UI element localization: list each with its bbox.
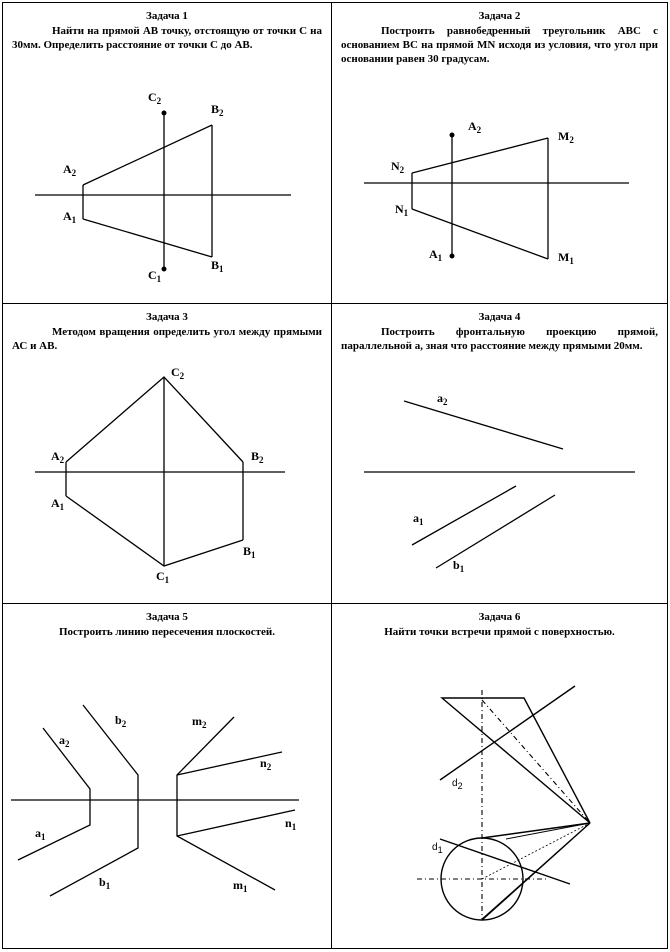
label-c1: $C_1$ [148,268,162,284]
task-2-title: Задача 2 [478,10,521,22]
label-b2: $b_2$ [115,713,127,729]
task-4-title: Задача 4 [478,311,521,323]
label-a1: $a_1$ [35,826,46,842]
task-2-text: Построить равнобедренный треугольник АВС с основанием ВС на прямой МN исходя из условия, что угол при основании равен 30 градусам. [341,25,658,65]
label-a1: $A_1$ [51,496,65,512]
label-n2: $N_2$ [391,159,405,175]
label-a2: $A_2$ [63,162,77,178]
label-n1: $N_1$ [395,202,409,218]
line-a2 [404,401,563,449]
cone-tangent-upper [482,823,590,838]
line-m2n2 [412,138,548,173]
task-1-text: Найти на прямой АВ точку, отстоящую от точки С на 30мм. Определить расстояние от точки С до АВ. [12,25,322,51]
tasks-table [2,2,666,948]
task-6-text: Найти точки встречи прямой с поверхностью. [384,626,615,638]
label-b1: $b_1$ [453,558,465,574]
axis-cone-front [482,700,590,823]
point-a2 [450,133,455,138]
label-n2: $n_2$ [260,756,272,772]
task-1-title: Задача 1 [146,10,188,22]
label-b1: $B_1$ [243,544,256,560]
task-6-cell [331,603,668,949]
label-m2: $M_2$ [558,129,574,145]
line-m [177,717,275,890]
label-d2: d2 [452,778,463,791]
task-2-cell [331,2,668,304]
task-1-drawing [3,3,333,305]
point-a1 [450,254,455,259]
task-5-cell [2,603,332,949]
label-a1: $A_1$ [429,247,443,263]
task-5-drawing [3,604,333,950]
segment-a2b2 [83,125,212,185]
point-c2 [162,111,167,116]
label-a2: $A_2$ [51,449,65,465]
point-c1 [162,267,167,272]
task-5-text: Построить линию пересечения плоскостей. [58,626,276,638]
task-3-cell [2,303,332,604]
label-m1: $m_1$ [233,878,248,894]
line-d2 [440,686,575,780]
label-c2: $C_2$ [148,90,162,106]
task-4-cell [331,303,668,604]
cone-tangent-lower [482,823,590,920]
label-d1: d1 [432,842,443,855]
task-2-drawing [332,3,669,305]
label-c2: $C_2$ [171,365,185,381]
label-a2: $a_2$ [59,733,70,749]
label-a1: $A_1$ [63,209,77,225]
label-b1: $B_1$ [211,258,224,274]
task-3-title: Задача 3 [146,311,188,323]
line-n1 [177,810,295,836]
segment-a1b1 [83,219,212,257]
label-b1: $b_1$ [99,875,111,891]
task-4-text: Построить фронтальную проекцию прямой, параллельной а, зная что расстояние между прямыми 20мм. [341,326,658,352]
angle-a2c2b2 [66,377,243,462]
line-a1 [412,486,516,545]
task-6-title: Задача 6 [478,611,521,623]
task-4-drawing [332,304,669,605]
task-6-drawing [332,604,669,950]
label-n1: $n_1$ [285,816,297,832]
label-c1: $C_1$ [156,569,170,585]
label-b2: $B_2$ [211,102,224,118]
label-b2: $B_2$ [251,449,264,465]
label-a2: $a_2$ [437,391,448,407]
task-5-title: Задача 5 [146,611,188,623]
task-3-text: Методом вращения определить угол между прямыми АС и АВ. [12,326,322,352]
label-a2: $A_2$ [468,119,482,135]
angle-a1c1b1 [66,496,243,566]
label-m2: $m_2$ [192,714,207,730]
label-m1: $M_1$ [558,250,574,266]
task-3-drawing [3,304,333,605]
label-a1: $a_1$ [413,511,424,527]
cone-front-view [442,698,590,823]
line-a [18,728,90,860]
task-1-cell [2,2,332,304]
